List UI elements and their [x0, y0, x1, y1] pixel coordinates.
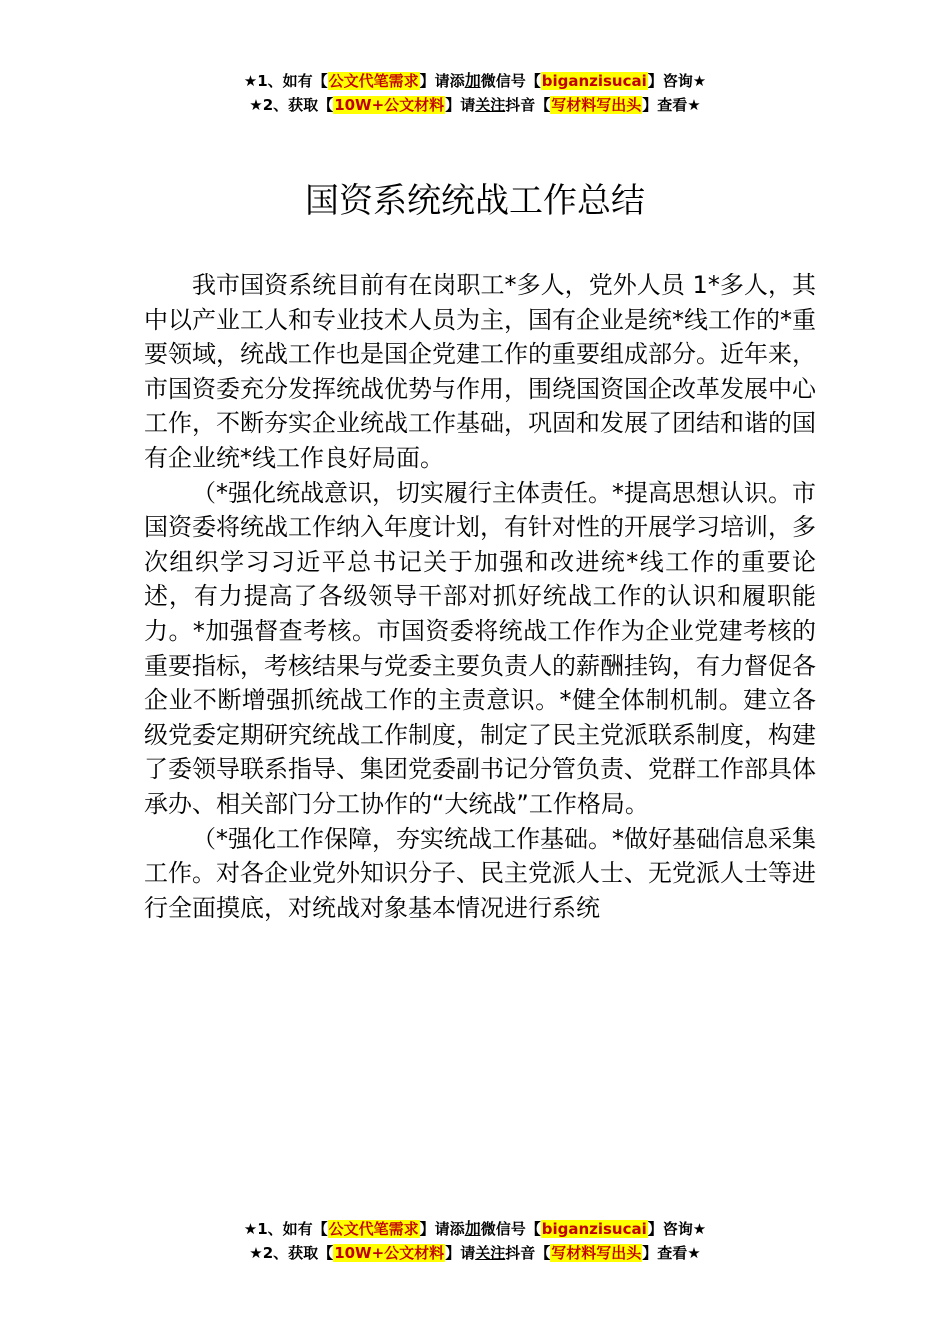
- footer-banner: [0, 1216, 950, 1266]
- banner-highlight-service: 公文代笔需求: [328, 72, 419, 90]
- body-paragraph: （*强化统战意识，切实履行主体责任。*提高思想认识。市国资委将统战工作纳入年度计划，有针对性的开展学习培训，多次组织学习习近平总书记关于加强和改进统*线工作的重要论述，有力提高了各级领导干部对抓好统战工作的认识和履职能力。*加强督查考核。市国资委将统战工作作为企业党建考核的重要指标，考核结果与党委主要负责人的薪酬挂钩，有力督促各企业不断增强抓统战工作的主责意识。*健全体制机制。建立各级党委定期研究统战工作制度，制定了民主党派联系制度，构建了委领导联系指导、集团党委副书记分管负责、党群工作部具体承办、相关部门分工协作的“大统战”工作格局。: [144, 478, 816, 818]
- document-title: 国资系统统战工作总结: [305, 181, 645, 221]
- body-paragraph: （*强化工作保障，夯实统战工作基础。*做好基础信息采集工作。对各企业党外知识分子、民主党派人士、无党派人士等进行全面摸底，对统战对象基本情况进行系统: [144, 824, 816, 922]
- banner-line-2: ★2、获取【10W+公文材料】请关注抖音【写材料写出头】查看★: [249, 96, 701, 114]
- body-paragraph: 我市国资系统目前有在岗职工*多人，党外人员 1*多人，其中以产业工人和专业技术人员为主，国有企业是统*线工作的*重要领域，统战工作也是国企党建工作的重要组成部分。近年来，市国资委充分发挥统战优势与作用，围绕国资国企改革发展中心工作，不断夯实企业统战工作基础，巩固和发展了团结和谐的国有企业统*线工作良好局面。: [144, 271, 816, 472]
- banner-highlight-service: 公文代笔需求: [328, 1220, 419, 1238]
- banner-emphasis: 加: [464, 1219, 481, 1238]
- banner-line-2: ★2、获取【10W+公文材料】请关注抖音【写材料写出头】查看★: [249, 1244, 701, 1262]
- header-banner: [0, 68, 950, 118]
- banner-highlight-wechat-id: biganzisucai: [541, 1220, 647, 1238]
- document-body: [144, 268, 816, 925]
- banner-line-1: ★1、如有【公文代笔需求】请添加微信号【biganzisucai】咨询★: [243, 1219, 707, 1238]
- banner-emphasis-follow: 关注: [475, 1244, 506, 1262]
- banner-emphasis-follow: 关注: [475, 96, 506, 114]
- banner-highlight-douyin: 写材料写出头: [551, 1244, 642, 1262]
- banner-highlight-materials: 10W+公文材料: [334, 1244, 445, 1262]
- banner-line-1: ★1、如有【公文代笔需求】请添加微信号【biganzisucai】咨询★: [243, 71, 707, 90]
- banner-highlight-wechat-id: biganzisucai: [541, 72, 647, 90]
- banner-highlight-douyin: 写材料写出头: [551, 96, 642, 114]
- banner-highlight-materials: 10W+公文材料: [334, 96, 445, 114]
- banner-emphasis: 加: [464, 71, 481, 90]
